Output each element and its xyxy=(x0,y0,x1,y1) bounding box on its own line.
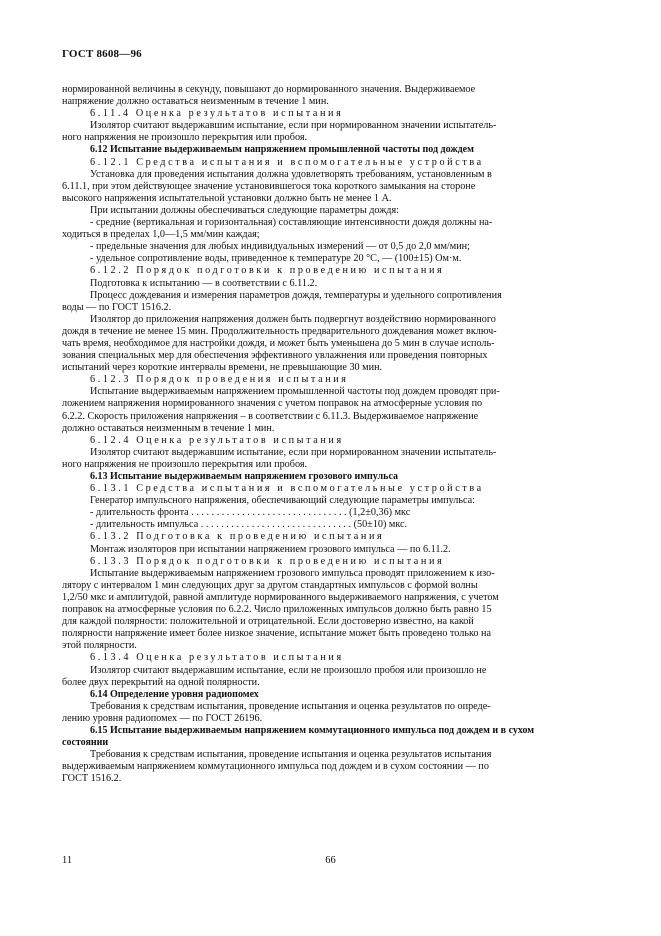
parameter-row-front-duration xyxy=(90,507,599,519)
text-line: воды — по ГОСТ 1516.2. xyxy=(62,301,172,313)
parameter-label: - длительность фронта xyxy=(90,507,189,519)
text-line: зования специальных мер для обеспечения эффективного увлажнения или проведения повторных xyxy=(62,350,488,362)
subsection-heading: 6.12.3 Порядок проведения испытания xyxy=(90,374,349,386)
text-line: Монтаж изоляторов при испытании напряжением грозового импульса — по 6.11.2. xyxy=(90,543,451,555)
subsection-heading: 6.12.1 Средства испытания и вспомогательные устройства xyxy=(90,156,484,168)
text-line: ного напряжения не произошло перекрытия или пробоя. xyxy=(62,132,308,144)
document-code-header: ГОСТ 8608—96 xyxy=(62,48,142,60)
text-line: ГОСТ 1516.2. xyxy=(62,773,122,785)
text-line: полярности напряжение имеет более низкое значение, испытание может быть проведено только на xyxy=(62,628,492,640)
parameter-value: (50±10) мкс. xyxy=(353,519,408,531)
text-line: высокого напряжения испытательной установки должно быть не менее 1 А. xyxy=(62,192,392,204)
text-line: для каждой полярности: положительной и отрицательной. Если достоверно известно, на какой xyxy=(62,616,474,628)
section-heading: 6.13 Испытание выдерживаемым напряжением грозового импульса xyxy=(90,471,399,482)
subsection-heading: 6.13.3 Порядок подготовки к проведению испытания xyxy=(90,555,445,567)
text-line: Испытание выдерживаемым напряжением грозового импульса проводят приложением к изо- xyxy=(90,567,495,579)
text-line: - удельное сопротивление воды, приведенное к температуре 20 °С, — (100±15) Ом·м. xyxy=(90,253,462,265)
text-line: ложением напряжения нормированного значения с учетом поправок на атмосферные условия по xyxy=(62,398,483,410)
text-line: Изолятор считают выдержавшим испытание, если при нормированном значении испытатель- xyxy=(90,446,497,458)
text-line: Требования к средствам испытания, проведение испытания и оценка результатов испытания xyxy=(90,749,492,761)
text-line: чать время, необходимое для настройки дождя, и может быть уменьшена до 5 мин в случае исполь- xyxy=(62,337,495,349)
subsection-heading: 6.12.2 Порядок подготовки к проведению испытания xyxy=(90,265,445,277)
subsection-heading: 6.13.4 Оценка результатов испытания xyxy=(90,652,344,664)
text-line: дождя в течение не менее 15 мин. Продолжительность предварительного дождевания может включ- xyxy=(62,325,497,337)
text-line: Установка для проведения испытания должна удовлетворять требованиям, установленным в xyxy=(90,168,492,180)
parameter-value: (1,2±0,36) мкс xyxy=(349,507,411,519)
section-heading-continued: состоянии xyxy=(62,737,109,749)
subsection-heading: 6.12.4 Оценка результатов испытания xyxy=(90,434,344,446)
text-line: Генератор импульсного напряжения, обеспечивающий следующие параметры импульса: xyxy=(90,495,475,507)
leader-dots: . . . . . . . . . . . . . . . . . . . . . . . . . . . . . . xyxy=(198,519,354,531)
text-line: испытаний через короткие интервалы времени, не превышающие 30 мин. xyxy=(62,362,383,374)
text-line: ходиться в пределах 1,0—1,5 мм/мин каждая; xyxy=(62,229,260,241)
subsection-heading: 6.13.1 Средства испытания и вспомогательные устройства xyxy=(90,483,484,495)
footer-left-number: 11 xyxy=(62,855,73,866)
text-line: - средние (вертикальная и горизонтальная) составляющие интенсивности дождя должны на- xyxy=(90,217,493,229)
text-line: выдерживаемым напряжением коммутационного импульса под дождем и в сухом состоянии — по xyxy=(62,761,489,773)
subsection-heading: 6.11.4 Оценка результатов испытания xyxy=(90,108,344,120)
parameter-label: - длительность импульса xyxy=(90,519,199,531)
text-line: Подготовка к испытанию — в соответствии с 6.11.2. xyxy=(90,277,318,289)
text-line: 6.11.1, при этом действующее значение установившегося тока короткого замыкания на стороне xyxy=(62,180,476,192)
text-line: 1,2/50 мкс и амплитудой, равной амплитуде нормированного выдерживаемого напряжения, с учетом xyxy=(62,591,499,603)
text-line: 6.2.2. Скорость приложения напряжения – в соответствии с 6.11.3. Выдерживаемое напряжение xyxy=(62,410,479,422)
text-line: Изолятор считают выдержавшим испытание, если не произошло пробоя или произошло не xyxy=(90,664,487,676)
text-line: Изолятор до приложения напряжения должен быть подвергнут воздействию нормированного xyxy=(90,313,496,325)
text-line: ного напряжения не произошло перекрытия или пробоя. xyxy=(62,458,308,470)
document-body xyxy=(62,84,599,785)
page-number: 66 xyxy=(325,855,336,866)
parameter-row-impulse-duration xyxy=(90,519,599,531)
text-line: более двух перекрытий на одной полярности. xyxy=(62,676,260,688)
subsection-heading: 6.13.2 Подготовка к проведению испытания xyxy=(90,531,385,543)
section-heading: 6.14 Определение уровня радиопомех xyxy=(90,688,259,700)
text-line: поправок на атмосферные условия по 6.2.2. Число приложенных импульсов должно быть равно 15 xyxy=(62,604,492,616)
section-heading: 6.12 Испытание выдерживаемым напряжением промышленной частоты под дождем xyxy=(90,144,474,156)
text-line: лятору с интервалом 1 мин следующих друг за другом стандартных импульсов с формой волны xyxy=(62,579,478,591)
text-line: этой полярности. xyxy=(62,640,137,652)
text-line: Требования к средствам испытания, проведение испытания и оценка результатов по опреде- xyxy=(90,700,491,712)
text-line: Испытание выдерживаемым напряжением промышленной частоты под дождем проводят при- xyxy=(90,386,500,398)
leader-dots: . . . . . . . . . . . . . . . . . . . . . . . . . . . . . . . xyxy=(188,507,350,519)
text-line: Изолятор считают выдержавшим испытание, если при нормированном значении испытатель- xyxy=(90,120,497,132)
text-line: - предельные значения для любых индивидуальных измерений — от 0,5 до 2,0 мм/мин; xyxy=(90,241,470,253)
text-line: При испытании должны обеспечиваться следующие параметры дождя: xyxy=(90,204,399,216)
text-line: должно оставаться неизменным в течение 1 мин. xyxy=(62,422,275,434)
text-line: Процесс дождевания и измерения параметров дождя, температуры и удельного сопротивления xyxy=(90,289,502,301)
text-line: нормированной величины в секунду, повышают до нормированного значения. Выдерживаемое xyxy=(62,84,476,95)
section-heading: 6.15 Испытание выдерживаемым напряжением коммутационного импульса под дождем и в сухом xyxy=(90,724,535,736)
text-line: лению уровня радиопомех — по ГОСТ 26196. xyxy=(62,712,263,724)
text-line: напряжение должно оставаться неизменным в течение 1 мин. xyxy=(62,96,329,108)
